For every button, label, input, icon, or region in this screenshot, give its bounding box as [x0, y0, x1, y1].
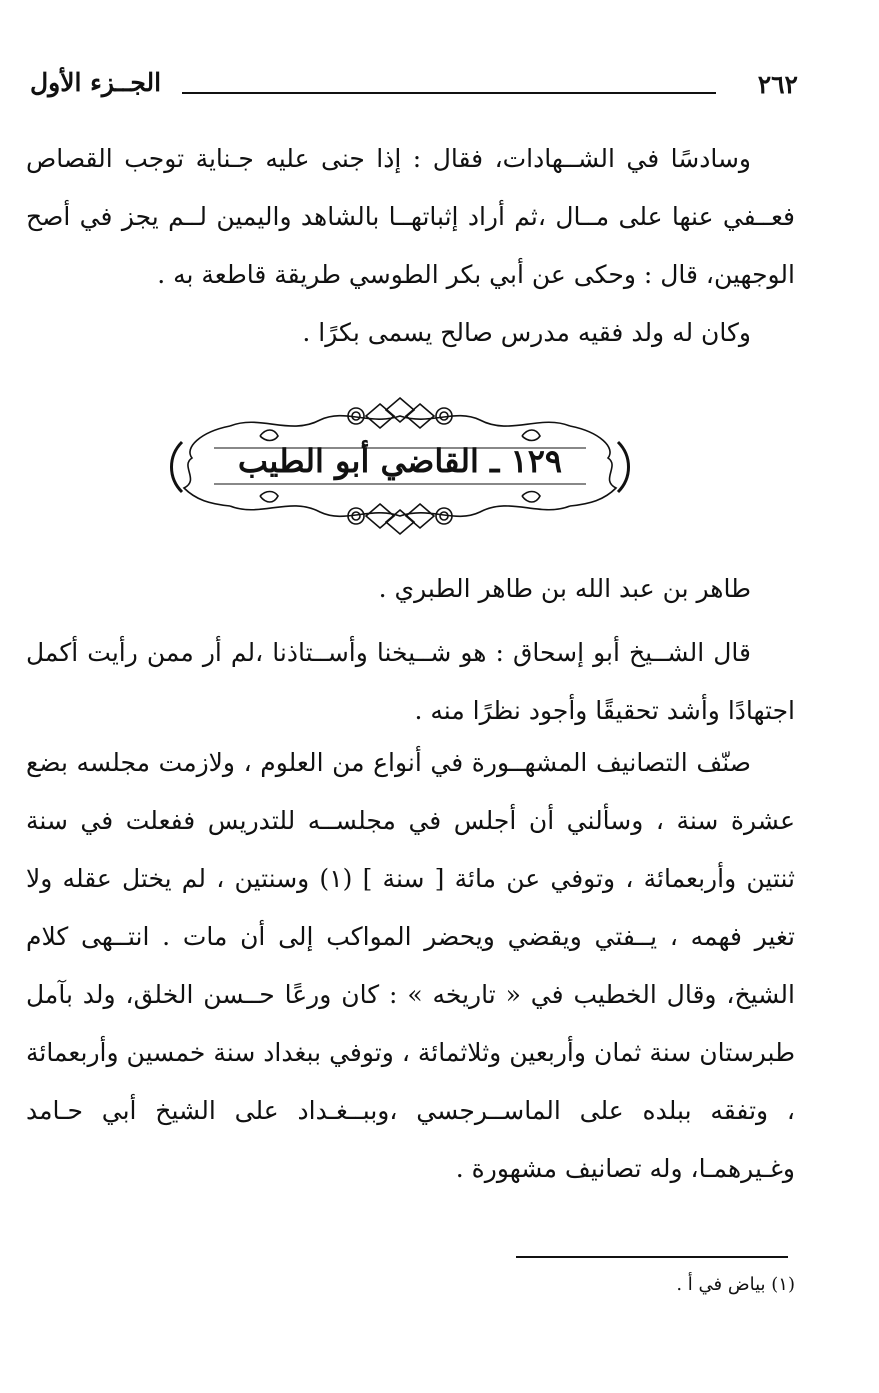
paragraph-2: وكان له ولد فقيه مدرس صالح يسمى بكرًا . [302, 318, 751, 347]
running-header [30, 66, 798, 106]
header-rule [182, 92, 716, 94]
paragraph-3: طاهر بن عبد الله بن طاهر الطبري . [378, 574, 751, 603]
section-title-frame [170, 396, 630, 536]
footnote: (١) بياض في أ . [676, 1274, 795, 1295]
section-title: ١٢٩ ـ القاضي أبو الطيب [237, 442, 563, 480]
running-title: الجــزء الأول [30, 68, 162, 97]
paragraph-1: وسادسًا في الشــهادات، فقال : إذا جنى عليه جـناية توجب القصاص فعــفي عنها على مــال ،ثم أراد إثباتهــا بالشاهد واليمين لــم يجز في أصح الوجهين، قال : وحكى عن أبي بكر الطوسي طريقة قاطعة به . [26, 144, 795, 289]
paragraph-4: قال الشــيخ أبو إسحاق : هو شــيخنا وأســتاذنا ،لم أر ممن رأيت أكمل اجتهادًا وأشد تحقيقًا وأجود نظرًا منه . [26, 638, 795, 725]
footnote-rule [516, 1256, 788, 1258]
paragraph-5: صنّف التصانيف المشهــورة في أنواع من العلوم ، ولازمت مجلسه بضع عشرة سنة ، وسألني أن أجلس في مجلســه للتدريس ففعلت في سنة ثنتين وأربعمائة ، وتوفي عن مائة [ سنة ] (١) وسنتين ، لم يختل عقله ولا تغير فهمه ، يــفتي ويقضي ويحضر المواكب إلى أن مات . انتــهى كلام الشيخ، وقال الخطيب في « تاريخه » : كان ورعًا حــسن الخلق، ولد بآمل طبرستان سنة ثمان وأربعين وثلاثمائة ، وتوفي ببغداد سنة خمسين وأربعمائة ، وتفقه ببلده على الماســرجسي ،وببــغـداد على الشيخ أبي حـامد وغـيرهمـا، وله تصانيف مشهورة . [26, 748, 795, 1183]
page-number: ٢٦٢ [757, 70, 798, 99]
